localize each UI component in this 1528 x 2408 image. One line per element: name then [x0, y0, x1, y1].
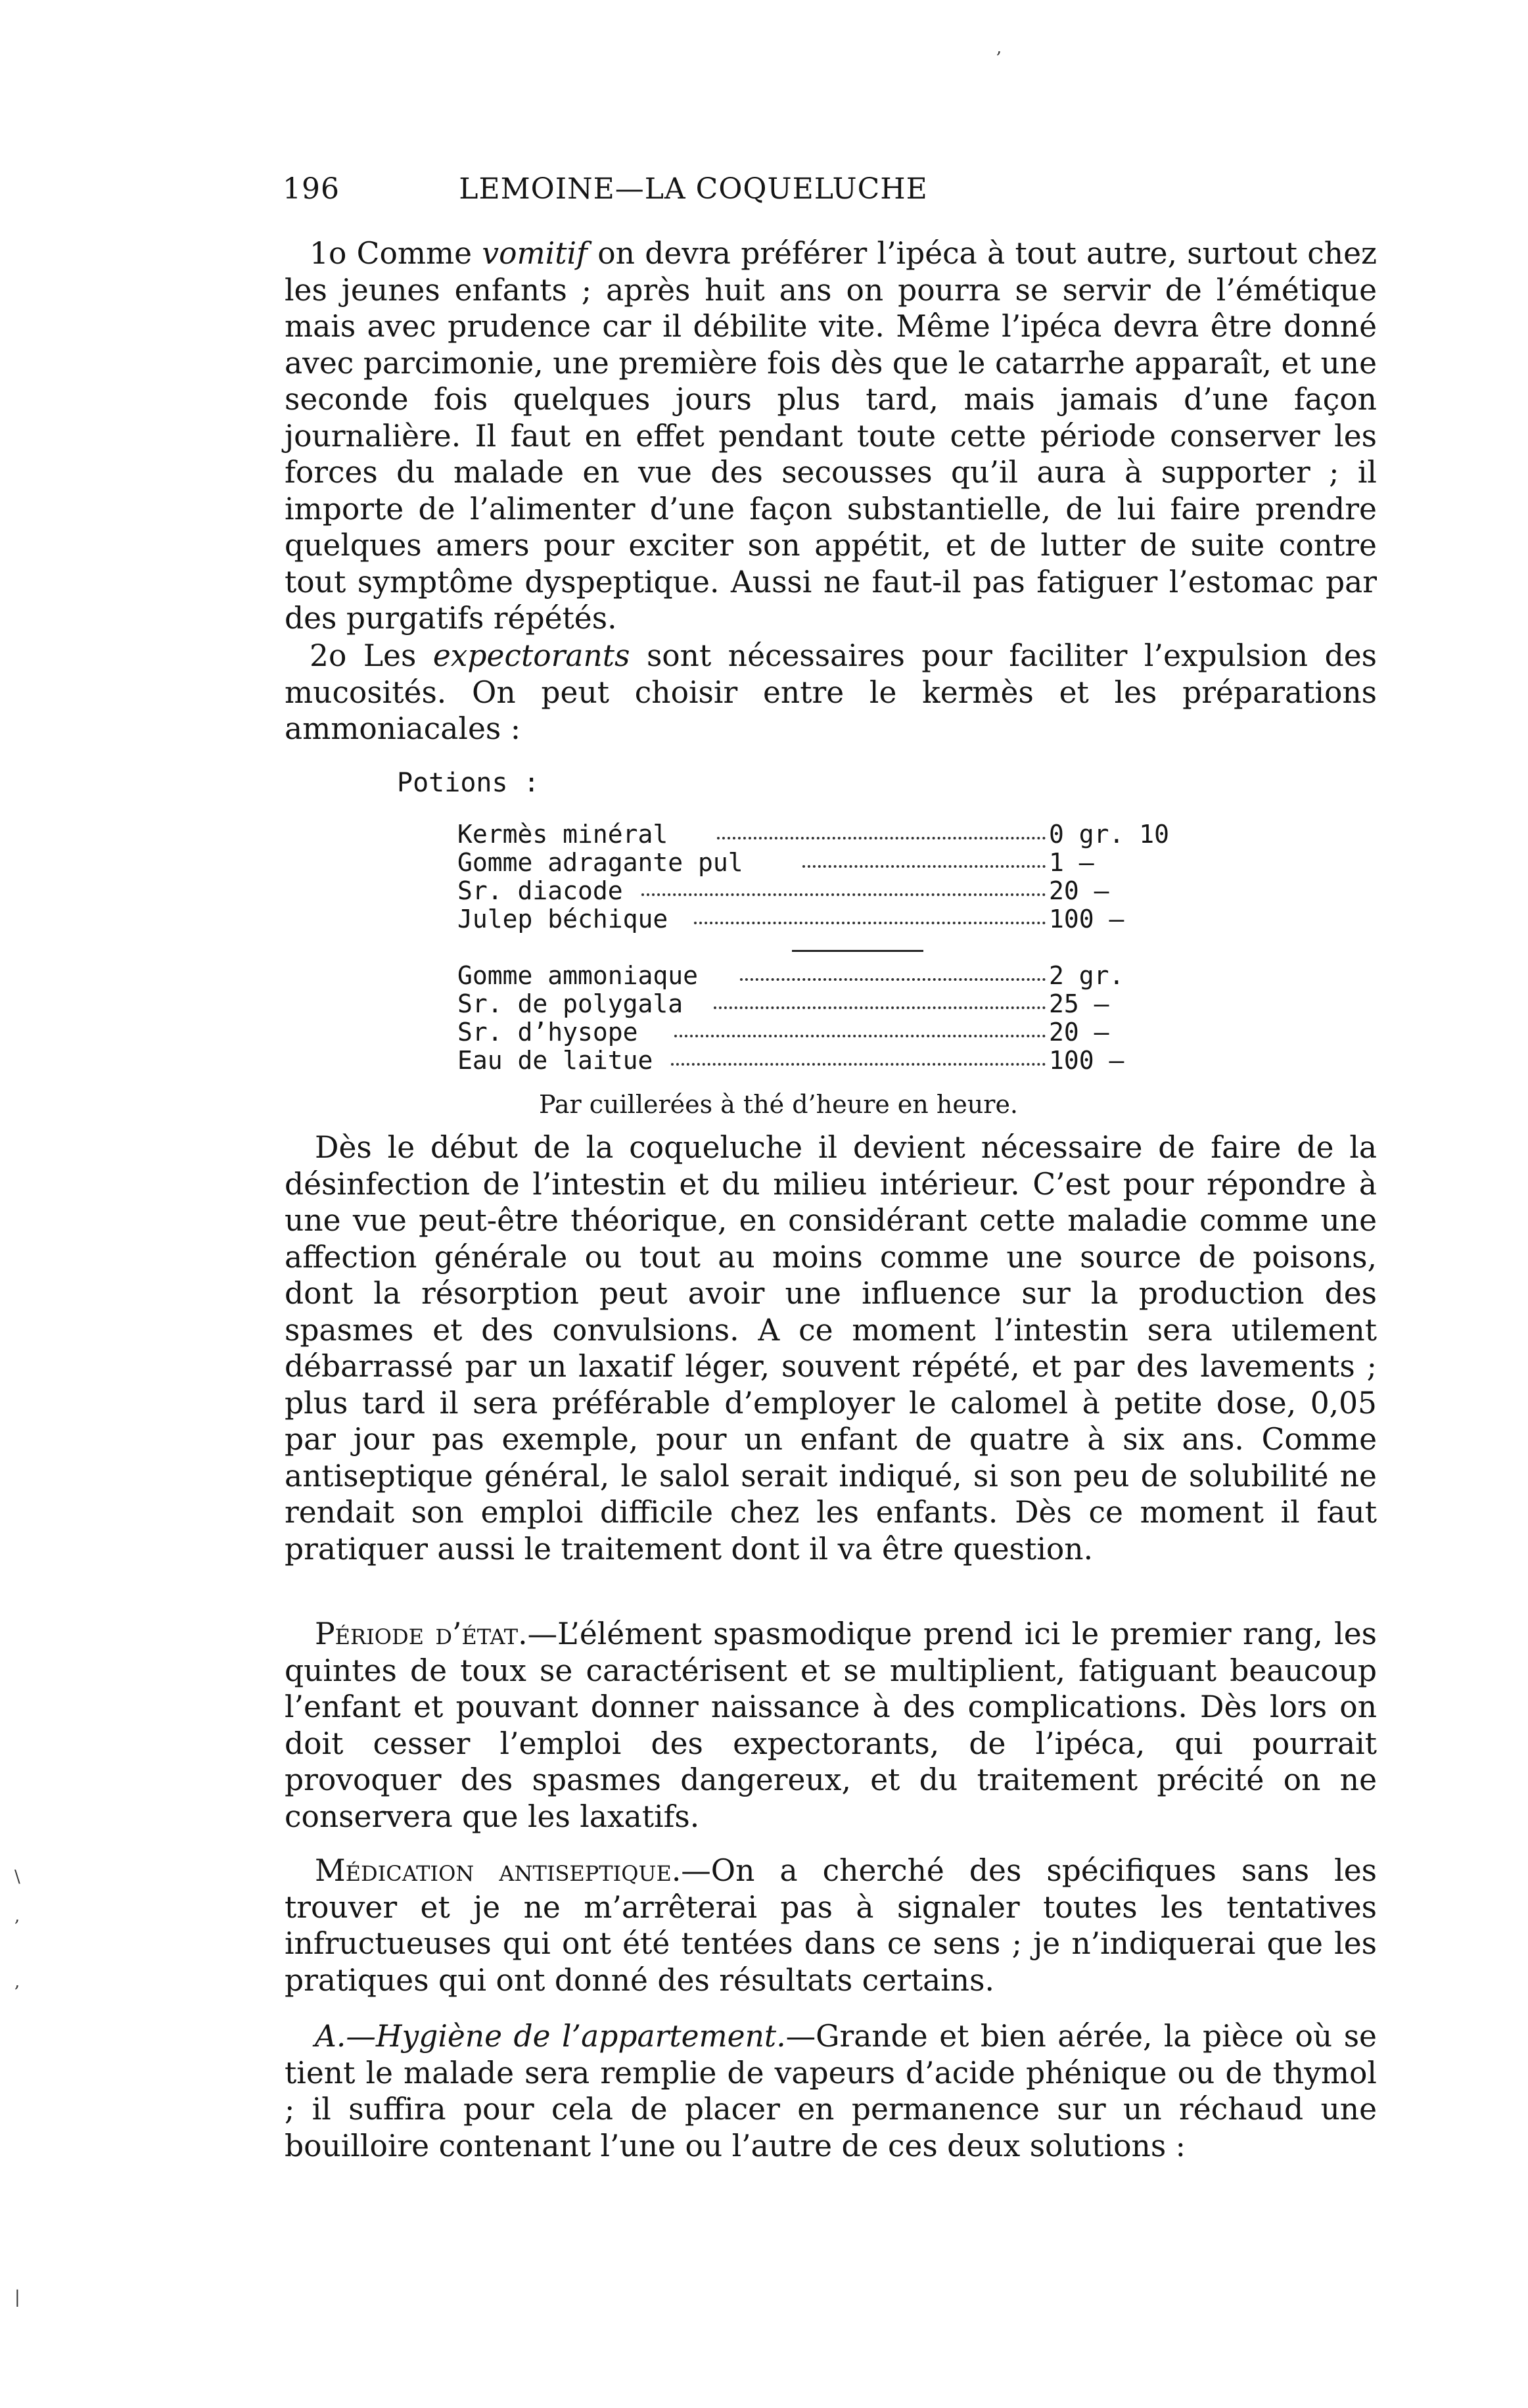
recipe-row [457, 989, 1266, 1018]
ingredient-quantity: 20 — [1049, 1018, 1109, 1047]
section-title: Médication antiseptique. [315, 1853, 682, 1888]
margin-mark: \ [14, 1867, 20, 1887]
ingredient-quantity: 20 — [1049, 876, 1109, 905]
leader-dots [671, 1049, 1046, 1066]
ingredient-quantity: 100 — [1049, 905, 1124, 933]
recipe-row [457, 905, 1266, 933]
paragraph-desinfection [285, 1129, 1377, 1567]
running-title: LEMOINE—LA COQUELUCHE [459, 172, 928, 206]
recipe-row [457, 820, 1266, 849]
paragraph-lead: 1o Comme [310, 236, 473, 271]
recipe-row [457, 1018, 1266, 1047]
ingredient-quantity: 1 — [1049, 848, 1094, 877]
margin-mark: | [14, 2288, 20, 2307]
ingredient-name: Eau de laitue [457, 1046, 653, 1075]
ingredient-name: Kermès minéral [457, 820, 668, 849]
paragraph-medication [285, 1853, 1377, 1998]
emphasis-vomitif: vomitif [482, 236, 588, 271]
page-number: 196 [283, 172, 340, 206]
section-title: Période d’état. [315, 1617, 528, 1651]
recipe-divider [792, 950, 923, 952]
margin-mark: , [14, 1972, 20, 1992]
paragraph-body: —On a cherché des spécifiques sans les trouver et je ne m’arrêterai pas à signaler toutes les tentatives infructueuses qui ont été tentées dans ce sens ; je n’indiquerai que les pratiques qui ont donné des résultats certains. [285, 1853, 1377, 1998]
leader-dots [714, 992, 1046, 1009]
paragraph-expectorants [285, 638, 1377, 747]
ingredient-quantity: 100 — [1049, 1046, 1124, 1075]
paragraph-body: Dès le début de la coqueluche il devient nécessaire de faire de la désinfection de l’intestin et du milieu intérieur. C’est pour répondre à une vue peut-être théorique, en considérant cette maladie comme une affection générale ou tout au moins comme une source de poisons, dont la résorption peut avoir une influence sur la production des spasmes et des convulsions. A ce moment l’intestin sera utilement débarrassé par un laxatif léger, souvent répété, et par des lavements ; plus tard il sera préférable d’employer le calomel à petite dose, 0,05 par jour pas exemple, pour un enfant de quatre à six ans. Comme antiseptique général, le salol serait indiqué, si son peu de solubilité ne rendait son emploi difficile chez les enfants. Dès ce moment il faut pratiquer aussi le traitement dont il va être question. [285, 1130, 1377, 1567]
dosage-note: Par cuillerées à thé d’heure en heure. [539, 1090, 1019, 1119]
leader-dots [674, 1020, 1046, 1037]
paragraph-body: —L’élément spasmodique prend ici le premier rang, les quintes de toux se caractérisent et se multiplient, fatiguant beaucoup l’enfant et pouvant donner naissance à des complications. Dès lors on doit cesser l’emploi des expectorants, de l’ipéca, qui pourrait provoquer des spasmes dangereux, et du traitement précité on ne conservera que les laxatifs. [285, 1617, 1377, 1834]
ingredient-name: Gomme adragante pul [457, 848, 743, 877]
page-header [283, 172, 1104, 212]
emphasis-expectorants: expectorants [432, 638, 630, 673]
leader-dots [802, 851, 1046, 868]
leader-dots [694, 907, 1046, 924]
recipe-heading: Potions : [397, 768, 540, 798]
ingredient-quantity: 0 gr. 10 [1049, 820, 1170, 849]
margin-mark: , [14, 1906, 20, 1926]
ingredient-quantity: 2 gr. [1049, 961, 1124, 990]
recipe-row [457, 961, 1266, 990]
paragraph-body: —Grande et bien aérée, la pièce où se tient le malade sera remplie de vapeurs d’acide phénique ou de thymol ; il suffira pour cela de placer en permanence sur un réchaud une bouilloire contenant l’une ou l’autre de ces deux solutions : [285, 2019, 1377, 2163]
ingredient-name: Sr. d’hysope [457, 1018, 638, 1047]
section-title: A.—Hygiène de l’appartement. [315, 2019, 786, 2054]
paragraph-body: sont nécessaires pour faciliter l’expulsion des mucosités. On peut choisir entre le kermès et les préparations ammoniacales : [285, 638, 1378, 746]
recipe-row [457, 876, 1266, 905]
paragraph-lead: 2o Les [310, 638, 417, 673]
ingredient-quantity: 25 — [1049, 989, 1109, 1018]
leader-dots [717, 822, 1046, 839]
paragraph-body: on devra préférer l’ipéca à tout autre, surtout chez les jeunes enfants ; après huit ans on pourra se servir de l’émétique mais avec prudence car il débilite vite. Même l’ipéca devra être donné avec parcimonie, une première fois dès que le catarrhe apparaît, et une seconde fois quelques jours plus tard, mais jamais d’une façon journalière. Il faut en effet pendant toute cette période conserver les forces du malade en vue des secousses qu’il aura à supporter ; il importe de l’alimenter d’une façon substantielle, de lui faire prendre quelques amers pour exciter son appétit, et de lutter de suite contre tout symptôme dyspeptique. Aussi ne faut-il pas fatiguer l’estomac par des purgatifs répétés. [285, 236, 1377, 636]
ingredient-name: Gomme ammoniaque [457, 961, 699, 990]
paragraph-periode-etat [285, 1616, 1377, 1835]
ingredient-name: Sr. de polygala [457, 989, 683, 1018]
ingredient-name: Julep béchique [457, 905, 668, 933]
recipe-row [457, 1046, 1266, 1075]
recipe-row [457, 848, 1266, 877]
leader-dots [740, 964, 1046, 981]
paragraph-hygiene [285, 2018, 1377, 2164]
paragraph-vomitif [285, 235, 1377, 637]
ingredient-name: Sr. diacode [457, 876, 623, 905]
speck-mark: , [996, 38, 1002, 58]
leader-dots [641, 879, 1046, 896]
